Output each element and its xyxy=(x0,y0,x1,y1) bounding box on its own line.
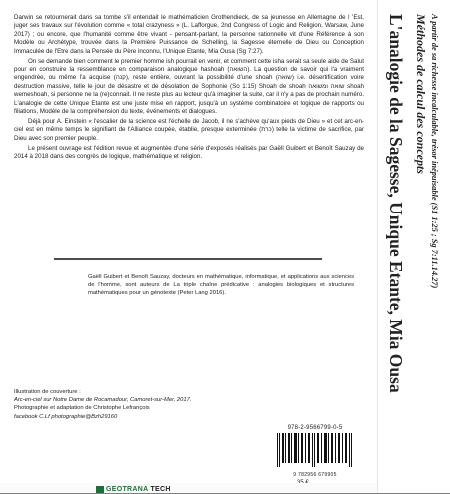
barcode-digits: 9 782956 679905 xyxy=(293,472,337,478)
spine-text xyxy=(377,0,450,493)
blurb-paragraph-2: On se demande bien comment le premier homme ish pourrait en venir, et comment cette isha serait sa seule aide de Salut pour en construire la ressemblance en comparaison analogique hashoah (השואה). La question de savoir qui l'a vraiment engendrée, ou même l'a acquise (קנה), reste entière, ouvrant la possibilité d'une shoah (שואה) i.e. désertification voire destruction massive, telle le jour de désastre et de désolation de Sophonie (So 1:15) Shoah de shoah שואה ומשואה shoah wemeshoah, si personne ne la (re)connait. Il ne reste plus au lecteur qu'à imaginer la suite, car il n'y a pas de prochain numéro. L'analogie de cette Unique Etante est une juste mise en rapport, jusqu'à un système combinatoire et logique de rapports ou filiations, Modèle de la compréhension du texte, événements et dialogues. xyxy=(14,57,365,115)
blurb xyxy=(14,14,364,163)
spine-title: L'analogie de la Sagesse, Unique Etante, Mia Ousa xyxy=(386,14,406,393)
publisher-logo-icon xyxy=(96,486,104,493)
divider xyxy=(54,258,322,260)
barcode-icon xyxy=(275,433,355,467)
barcode-block xyxy=(275,425,355,483)
spine-subtitle: Méthodes de calcul des concepts xyxy=(414,14,428,174)
blurb-paragraph-3: Déjà pour A. Einstein « l'escalier de la science est l'échelle de Jacob, il ne s'achève qu'aux pieds de Dieu » et cet arc-en-ciel est en même temps le signifiant de l'Alliance coupée, établie, presque exterminée (כרת) telle la victime de sacrifice, par Dieu avec son premier peuple. xyxy=(14,117,364,142)
footer-band xyxy=(0,483,377,493)
publisher-name-left: GEOTRANA xyxy=(106,485,149,493)
publisher-name-right: TECH xyxy=(150,485,171,493)
illustration-credits xyxy=(14,388,284,421)
credits-contact: facebook C.Lf photographie@Bzh29160 xyxy=(14,413,118,420)
isbn-number: 978-2-9566799-0-5 xyxy=(287,425,343,431)
spine-tagline: A partir de sa richesse incalculable, trésor inépuisable (S1 1:25 ; Sg 7:11.14.27) xyxy=(430,14,439,289)
credits-heading: Illustration de couverture : xyxy=(14,389,81,395)
author-bio: Gaëll Guibert et Benoît Sauzay, docteurs en mathématique, informatique, et applications aux sciences de l'homme, sont auteurs de La triple chaîne prédicative : analogies biologiques et structures mathématiques pour un génotexte (Peter Lang 2016). xyxy=(88,274,354,296)
blurb-paragraph-1: Darwin se retournerait dans sa tombe s'il entendait le mathématicien Grothendieck, de sa jeunesse en Allemagne de l ’Est, juger ses travaux sur l'évolution comme « total crazyness » (L. Lafforgue, 2nd Congress of Logic and Religion, Warsaw, June 2017) ; ou encore, que l'humanité comme être vivant - pensant-parlant, la personne rationnelle vit d'une Référence à son Modèle ou Archétype, trouvée dans la Première Puissance de Schelling, la Sagesse éternelle de Dieu ou Conception Immaculée de l'Etre dans la Pensée du Père inconnu, l'Unique Etante, Mia Ousa (Sg 7:27). xyxy=(14,14,364,55)
credits-caption: Arc-en-ciel sur Notre Dame de Rocamadour, Camoret-sur-Mer, 2017. xyxy=(14,397,192,404)
blurb-paragraph-4: Le présent ouvrage est l'édition revue et augmentée d'une série d'exposés réalisés par Gaëll Guibert et Benoît Sauzay de 2014 à 2018 dans des congrès de logique, mathématique et religion. xyxy=(14,144,364,160)
credits-photographer: Photographie et adaptation de Christophe Lefrançois xyxy=(14,405,150,412)
